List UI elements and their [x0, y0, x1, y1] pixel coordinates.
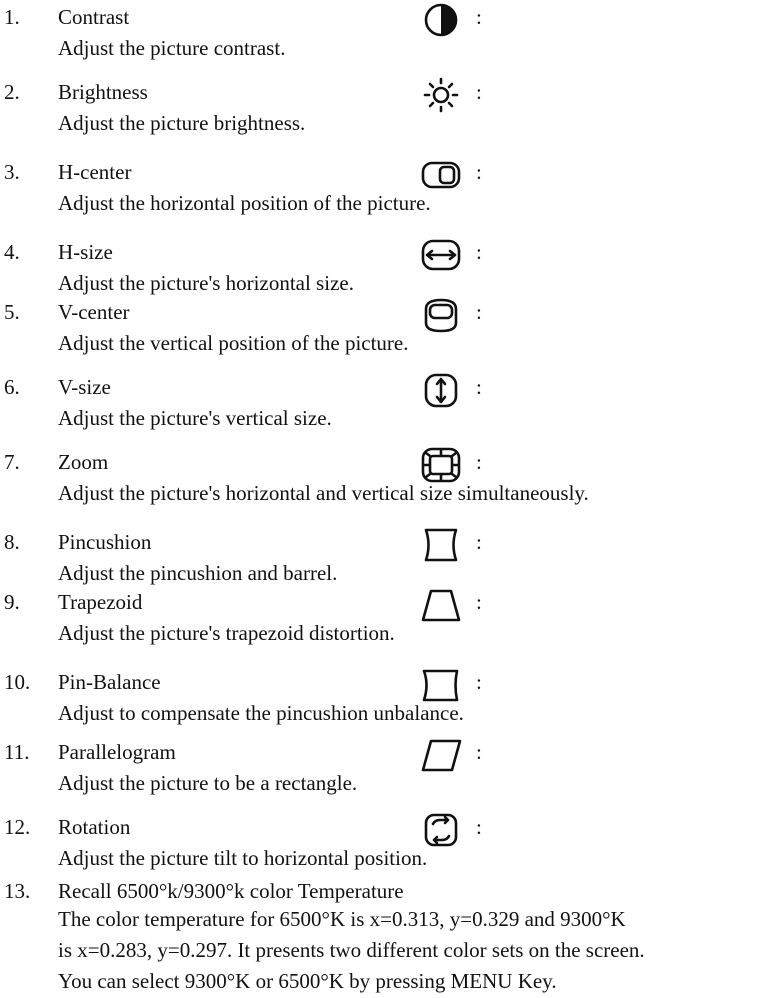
- item-description: Adjust the picture's vertical size.: [58, 406, 332, 430]
- item-description: Adjust the picture's trapezoid distortion.: [58, 621, 395, 645]
- item-title: Rotation: [58, 815, 131, 839]
- item-description: Adjust the picture's horizontal size.: [58, 271, 354, 295]
- item-title: V-size: [58, 375, 111, 399]
- zoom-icon: [418, 445, 464, 485]
- item-colon: :: [476, 530, 482, 554]
- item-number: 1.: [4, 5, 20, 29]
- item-number: 12.: [4, 815, 31, 839]
- item-colon: :: [476, 740, 482, 764]
- item-colon: :: [476, 375, 482, 399]
- item-colon: :: [476, 590, 482, 614]
- item-title: Brightness: [58, 80, 148, 104]
- item-title: V-center: [58, 300, 130, 324]
- item-description: Adjust the picture brightness.: [58, 111, 306, 135]
- pin-balance-icon: [418, 665, 464, 705]
- item-title: Pin-Balance: [58, 670, 161, 694]
- item-number: 5.: [4, 300, 20, 324]
- item-number: 6.: [4, 375, 20, 399]
- item-number: 2.: [4, 80, 20, 104]
- item-title: Zoom: [58, 450, 109, 474]
- item-title: Parallelogram: [58, 740, 176, 764]
- parallelogram-icon: [418, 735, 464, 775]
- recall-description-line: You can select 9300°K or 6500°K by pressing MENU Key.: [58, 969, 557, 993]
- item-number: 4.: [4, 240, 20, 264]
- item-title: H-center: [58, 160, 132, 184]
- item-description: Adjust to compensate the pincushion unbalance.: [58, 701, 464, 725]
- item-description: Adjust the picture to be a rectangle.: [58, 771, 358, 795]
- item-title: Contrast: [58, 5, 130, 29]
- recall-description-line: The color temperature for 6500°K is x=0.313, y=0.329 and 9300°K: [58, 907, 626, 931]
- item-description: Adjust the pincushion and barrel.: [58, 561, 338, 585]
- item-number: 13.: [4, 879, 31, 903]
- item-title: Trapezoid: [58, 590, 143, 614]
- recall-description-line: is x=0.283, y=0.297. It presents two different color sets on the screen.: [58, 938, 645, 962]
- item-title: H-size: [58, 240, 113, 264]
- brightness-icon: [418, 75, 464, 115]
- contrast-icon: [418, 0, 464, 40]
- item-number: 11.: [4, 740, 30, 764]
- item-title: Pincushion: [58, 530, 152, 554]
- rotation-icon: [418, 810, 464, 850]
- item-number: 10.: [4, 670, 31, 694]
- v-center-icon: [418, 295, 464, 335]
- item-number: 8.: [4, 530, 20, 554]
- item-title: Recall 6500°k/9300°k color Temperature: [58, 879, 404, 903]
- recall-description: [58, 904, 770, 997]
- item-colon: :: [476, 80, 482, 104]
- item-description: Adjust the horizontal position of the picture.: [58, 191, 431, 215]
- item-colon: :: [476, 450, 482, 474]
- h-center-icon: [418, 155, 464, 195]
- h-size-icon: [418, 235, 464, 275]
- item-number: 9.: [4, 590, 20, 614]
- item-description: Adjust the vertical position of the picture.: [58, 331, 409, 355]
- pincushion-icon: [418, 525, 464, 565]
- item-colon: :: [476, 670, 482, 694]
- item-colon: :: [476, 160, 482, 184]
- item-description: Adjust the picture tilt to horizontal position.: [58, 846, 428, 870]
- item-colon: :: [476, 240, 482, 264]
- item-colon: :: [476, 300, 482, 324]
- item-description: Adjust the picture contrast.: [58, 36, 286, 60]
- item-number: 3.: [4, 160, 20, 184]
- v-size-icon: [418, 370, 464, 410]
- item-colon: :: [476, 5, 482, 29]
- trapezoid-icon: [418, 585, 464, 625]
- item-number: 7.: [4, 450, 20, 474]
- item-description: Adjust the picture's horizontal and vertical size simultaneously.: [58, 481, 589, 505]
- item-colon: :: [476, 815, 482, 839]
